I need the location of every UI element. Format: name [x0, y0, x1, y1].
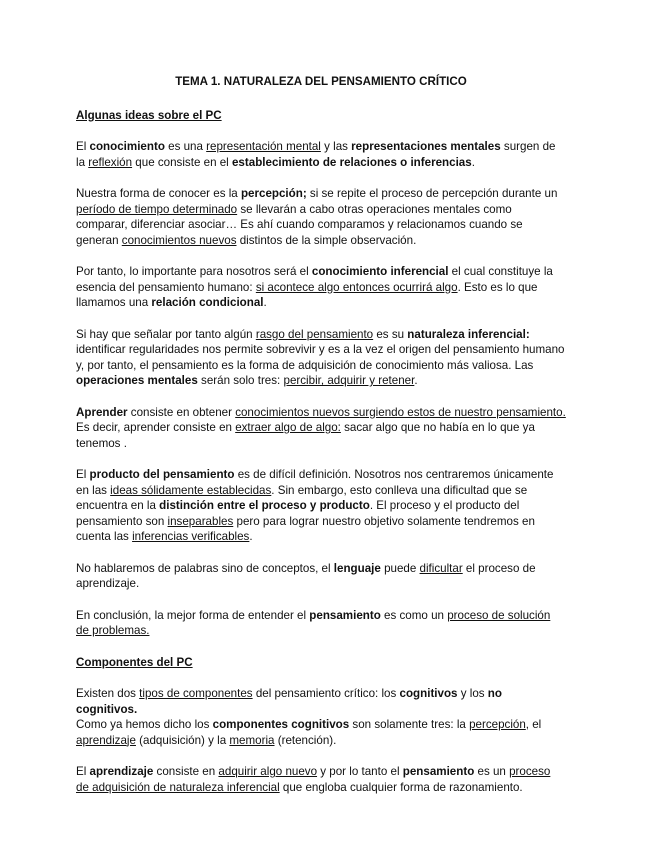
- paragraph-lenguaje: No hablaremos de palabras sino de conceptos, el lenguaje puede dificultar el proceso de aprendizaje.: [76, 561, 536, 590]
- paragraph-componentes-cognitivos: Como ya hemos dicho los componentes cognitivos son solamente tres: la percepción, el aprendizaje (adquisición) y la memoria (retención).: [76, 718, 542, 747]
- paragraph-producto-pensamiento: El producto del pensamiento es de difícil definición. Nosotros nos centraremos únicamente en las ideas sólidamente establecidas. Sin embargo, esto conlleva una dificultad que se encuentra en la distinción entre el proceso y producto. El proceso y el producto del pensamiento son inseparables pero para lograr nuestro objetivo solamente tendremos en cuenta las inferencias verificables.: [76, 468, 554, 543]
- section-heading-ideas: Algunas ideas sobre el PC: [76, 108, 222, 122]
- paragraph-naturaleza-inferencial: Si hay que señalar por tanto algún rasgo del pensamiento es su naturaleza inferencial: identificar regularidades nos permite sobrevivir y es a la vez el origen del pensamiento humano y, por tanto, el pensamiento es la forma de adquisición de conocimiento más valiosa. Las operaciones mentales serán solo tres: percibir, adquirir y retener.: [76, 327, 565, 387]
- section-heading-componentes: Componentes del PC: [76, 655, 193, 669]
- paragraph-conclusion: En conclusión, la mejor forma de entender el pensamiento es como un proceso de solución de problemas.: [76, 608, 551, 637]
- paragraph-conocimiento: El conocimiento es una representación mental y las representaciones mentales surgen de la reflexión que consiste en el establecimiento de relaciones o inferencias.: [76, 140, 556, 169]
- paragraph-aprender: Aprender consiste en obtener conocimientos nuevos surgiendo estos de nuestro pensamiento. Es decir, aprender consiste en extraer algo de algo: sacar algo que no había en lo que ya tenemos .: [76, 405, 566, 450]
- paragraph-tipos-componentes: Existen dos tipos de componentes del pensamiento crítico: los cognitivos y los no cognitivos.: [76, 687, 502, 716]
- paragraph-aprendizaje: El aprendizaje consiste en adquirir algo nuevo y por lo tanto el pensamiento es un proceso de adquisición de naturaleza inferencial que engloba cualquier forma de razonamiento.: [76, 765, 551, 794]
- paragraph-percepcion: Nuestra forma de conocer es la percepción; si se repite el proceso de percepción durante un período de tiempo determinado se llevarán a cabo otras operaciones mentales como comparar, diferenciar asociar… Es ahí cuando comparamos y relacionamos cuando se generan conocimientos nuevos distintos de la simple observación.: [76, 187, 558, 247]
- paragraph-conocimiento-inferencial: Por tanto, lo importante para nosotros será el conocimiento inferencial el cual constituye la esencia del pensamiento humano: si acontece algo entonces ocurrirá algo. Esto es lo que llamamos una relación condicional.: [76, 265, 553, 309]
- document-title: TEMA 1. NATURALEZA DEL PENSAMIENTO CRÍTICO: [175, 75, 467, 88]
- document-page: [76, 74, 566, 811]
